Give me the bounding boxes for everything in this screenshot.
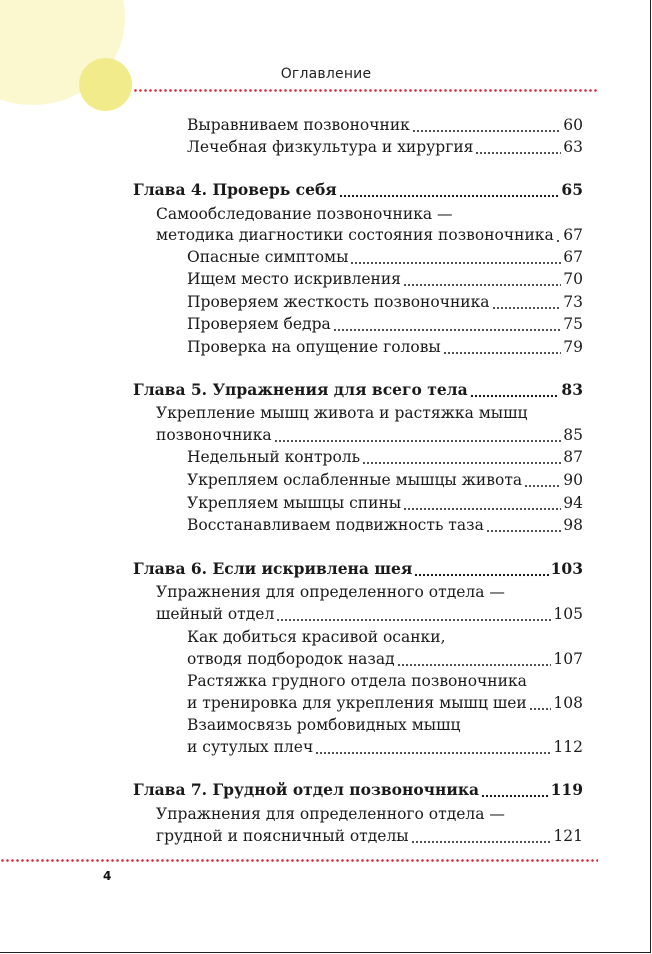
toc-entry[interactable]: и тренировка для укрепления мышц шеи 108 xyxy=(187,694,583,712)
leader-dots xyxy=(529,695,552,713)
toc-entry[interactable]: Восстанавливаем подвижность таза 98 xyxy=(187,516,583,534)
toc-entry[interactable]: шейный отдел 105 xyxy=(156,605,583,623)
leader-dots xyxy=(397,651,552,669)
leader-dots xyxy=(276,606,551,624)
toc-entry[interactable]: Выравниваем позвоночник 60 xyxy=(187,116,583,134)
running-header-title: Оглавление xyxy=(280,66,372,82)
toc-entry-first-line: Растяжка грудного отдела позвоночника xyxy=(187,672,527,690)
toc-entry[interactable]: позвоночника 85 xyxy=(156,426,583,444)
toc-entry[interactable]: методика диагностики состояния позвоночника 67 xyxy=(156,226,583,244)
leader-dots xyxy=(339,182,560,200)
leader-dots xyxy=(411,828,552,846)
leader-dots xyxy=(481,782,549,800)
leader-dots xyxy=(333,316,562,334)
toc-entry[interactable]: Укрепляем мышцы спины 94 xyxy=(187,494,583,512)
toc-entry[interactable]: грудной и поясничный отделы 121 xyxy=(156,827,583,845)
leader-dots xyxy=(475,139,561,157)
toc-entry[interactable]: Укрепляем ослабленные мышцы живота 90 xyxy=(187,471,583,489)
toc-entry-first-line: Как добиться красивой осанки, xyxy=(187,628,446,646)
toc-entry[interactable]: отводя подбородок назад 107 xyxy=(187,650,583,668)
leader-dots xyxy=(556,227,562,245)
leader-dots xyxy=(362,449,561,467)
toc-chapter[interactable]: Глава 4. Проверь себя 65 xyxy=(133,180,583,199)
leader-dots xyxy=(412,117,561,135)
footer-dotted-rule xyxy=(0,859,598,862)
toc-entry[interactable]: Проверяем жесткость позвоночника 73 xyxy=(187,293,583,311)
toc-entry[interactable]: Ищем место искривления 70 xyxy=(187,270,583,288)
leader-dots xyxy=(414,561,548,579)
toc-entry-first-line: Самообследование позвоночника — xyxy=(156,205,453,223)
leader-dots xyxy=(315,739,551,757)
page-number: 4 xyxy=(103,869,112,883)
leader-dots xyxy=(492,294,562,312)
leader-dots xyxy=(350,249,561,267)
leader-dots xyxy=(486,517,561,535)
toc-entry[interactable]: Лечебная физкультура и хирургия 63 xyxy=(187,138,583,156)
toc-entry-first-line: Укрепление мышц живота и растяжка мышц xyxy=(156,404,528,422)
leader-dots xyxy=(274,427,562,445)
leader-dots xyxy=(403,271,561,289)
toc-entry-first-line: Упражнения для определенного отдела — xyxy=(156,583,505,601)
toc-chapter[interactable]: Глава 5. Упражнения для всего тела 83 xyxy=(133,380,583,399)
leader-dots xyxy=(403,495,561,513)
header-dotted-rule xyxy=(133,89,598,92)
toc-chapter[interactable]: Глава 7. Грудной отдел позвоночника 119 xyxy=(133,780,583,799)
toc-chapter[interactable]: Глава 6. Если искривлена шея 103 xyxy=(133,559,583,578)
toc-entry[interactable]: Проверяем бедра 75 xyxy=(187,315,583,333)
toc-entry-first-line: Взаимосвязь ромбовидных мышц xyxy=(187,716,461,734)
toc-entry[interactable]: Проверка на опущение головы 79 xyxy=(187,338,583,356)
toc-entry-first-line: Упражнения для определенного отдела — xyxy=(156,805,505,823)
leader-dots xyxy=(524,472,561,490)
leader-dots xyxy=(443,339,561,357)
leader-dots xyxy=(470,382,560,400)
toc-entry[interactable]: Опасные симптомы 67 xyxy=(187,248,583,266)
toc-entry[interactable]: и сутулых плеч 112 xyxy=(187,738,583,756)
toc-entry[interactable]: Недельный контроль 87 xyxy=(187,448,583,466)
